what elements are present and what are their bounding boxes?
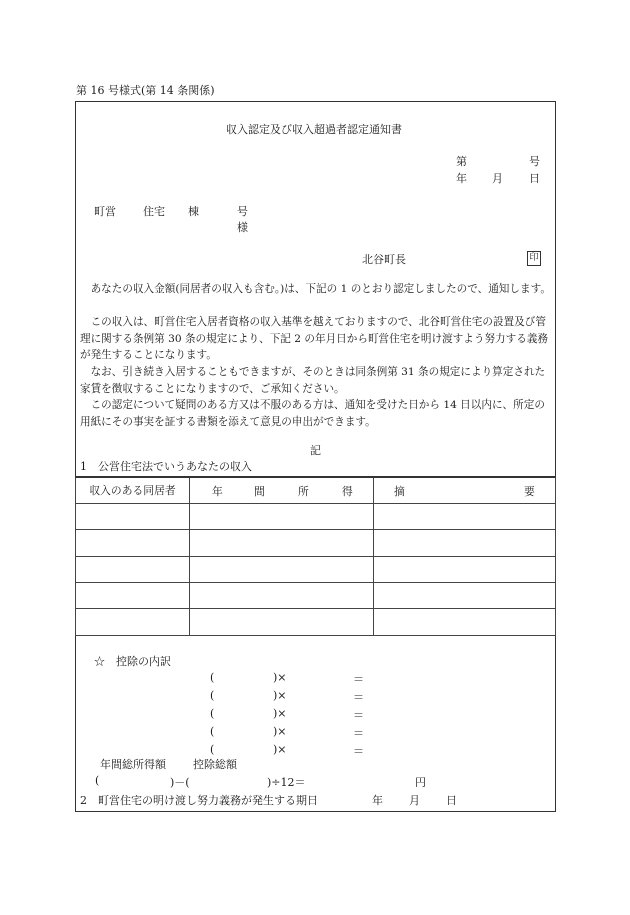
- address-chouei: 町営: [94, 205, 116, 218]
- table-cell[interactable]: [374, 503, 556, 529]
- section2-year: 年: [372, 794, 383, 807]
- mayor-title: 北谷町長: [362, 253, 406, 266]
- form-id: 第 16 号様式(第 14 条関係): [76, 84, 215, 97]
- section2-month: 月: [409, 794, 420, 807]
- deduction-equals: ＝: [353, 709, 364, 722]
- date-month: 月: [492, 172, 503, 185]
- calc-end: )÷12＝: [267, 776, 306, 789]
- ki-heading: 記: [310, 444, 321, 457]
- deduction-open: (: [210, 707, 215, 720]
- address-sama: 様: [237, 221, 248, 234]
- table-cell[interactable]: [374, 583, 556, 609]
- table-cell[interactable]: [76, 583, 190, 609]
- section1-heading: 1 公営住宅法でいうあなたの収入: [80, 460, 252, 473]
- deduction-times: )×: [273, 689, 287, 702]
- table-cell[interactable]: [76, 556, 190, 582]
- section2-day: 日: [446, 794, 457, 807]
- table-cell[interactable]: [190, 503, 374, 529]
- deduction-times: )×: [273, 725, 287, 738]
- paragraph-2: この収入は、町営住宅入居者資格の収入基準を越えておりますので、北谷町営住宅の設置及び管理に関する条例第 30 条の規定により、下記 2 の年月日から町営住宅を明け渡すよう努力する義務が発生することになります。: [80, 316, 549, 362]
- deduction-open: (: [210, 671, 215, 684]
- header-remarks: [374, 477, 556, 503]
- paragraph-4: この認定について疑問のある方又は不服のある方は、通知を受けた日から 14 日以内に、所定の用紙にその事実を証する書類を添えて意見の申出ができます。: [80, 399, 545, 428]
- deduction-times: )×: [273, 671, 287, 684]
- address-jutaku: 住宅: [143, 205, 165, 218]
- table-cell[interactable]: [76, 609, 190, 635]
- address-go: 号: [237, 205, 248, 218]
- table-row: [76, 530, 556, 556]
- paragraph-1: あなたの収入金額(同居者の収入も含む。)は、下記の 1 のとおり認定しましたので、通知します。: [80, 283, 551, 295]
- deduction-open: (: [210, 725, 215, 738]
- paragraph-3: なお、引き続き入居することもできますが、そのときは同条例第 31 条の規定により算定された家賃を徴収することになりますので、ご承知ください。: [80, 366, 546, 395]
- number-dai: 第: [456, 155, 467, 168]
- table-cell[interactable]: [374, 609, 556, 635]
- calc-open: (: [95, 774, 100, 787]
- label-total-income: 年間総所得額: [100, 758, 166, 771]
- document-title: 収入認定及び収入超過者認定通知書: [226, 123, 402, 136]
- deduction-times: )×: [273, 707, 287, 720]
- deduction-open: (: [210, 689, 215, 702]
- deduction-title: ☆ 控除の内訳: [94, 655, 171, 668]
- header-char: 年: [212, 485, 223, 498]
- header-annual-income: [190, 477, 374, 503]
- table-row: [76, 503, 556, 529]
- table-row: [76, 556, 556, 582]
- table-cell[interactable]: [374, 556, 556, 582]
- table-cell[interactable]: [374, 530, 556, 556]
- deduction-equals: ＝: [353, 673, 364, 686]
- deduction-equals: ＝: [353, 691, 364, 704]
- mayor-seal: [527, 250, 541, 266]
- header-char: 間: [254, 485, 265, 498]
- header-char: 所: [298, 485, 309, 498]
- table-cell[interactable]: [76, 530, 190, 556]
- table-cell[interactable]: [190, 530, 374, 556]
- calc-mid: )－(: [170, 776, 190, 789]
- header-cohabitant: 収入のある同居者: [76, 477, 190, 503]
- table-row: [76, 609, 556, 635]
- calc-yen: 円: [415, 776, 426, 789]
- deduction-open: (: [210, 743, 215, 756]
- table-cell[interactable]: [76, 503, 190, 529]
- date-year: 年: [456, 172, 467, 185]
- table-header-row: [76, 477, 556, 503]
- seal-mark: 印: [527, 251, 541, 266]
- date-day: 日: [529, 172, 540, 185]
- table-cell[interactable]: [190, 556, 374, 582]
- income-table: [75, 476, 556, 636]
- number-go: 号: [529, 155, 540, 168]
- address-tou: 棟: [188, 205, 199, 218]
- table-cell[interactable]: [190, 609, 374, 635]
- header-char: 要: [524, 485, 535, 498]
- header-char: 得: [342, 485, 353, 498]
- section2-label: 2 町営住宅の明け渡し努力義務が発生する期日: [80, 794, 318, 807]
- label-total-deduction: 控除総額: [193, 758, 237, 771]
- deduction-times: )×: [273, 743, 287, 756]
- table-row: [76, 583, 556, 609]
- header-char: 摘: [394, 485, 405, 498]
- deduction-equals: ＝: [353, 745, 364, 758]
- table-cell[interactable]: [190, 583, 374, 609]
- deduction-equals: ＝: [353, 727, 364, 740]
